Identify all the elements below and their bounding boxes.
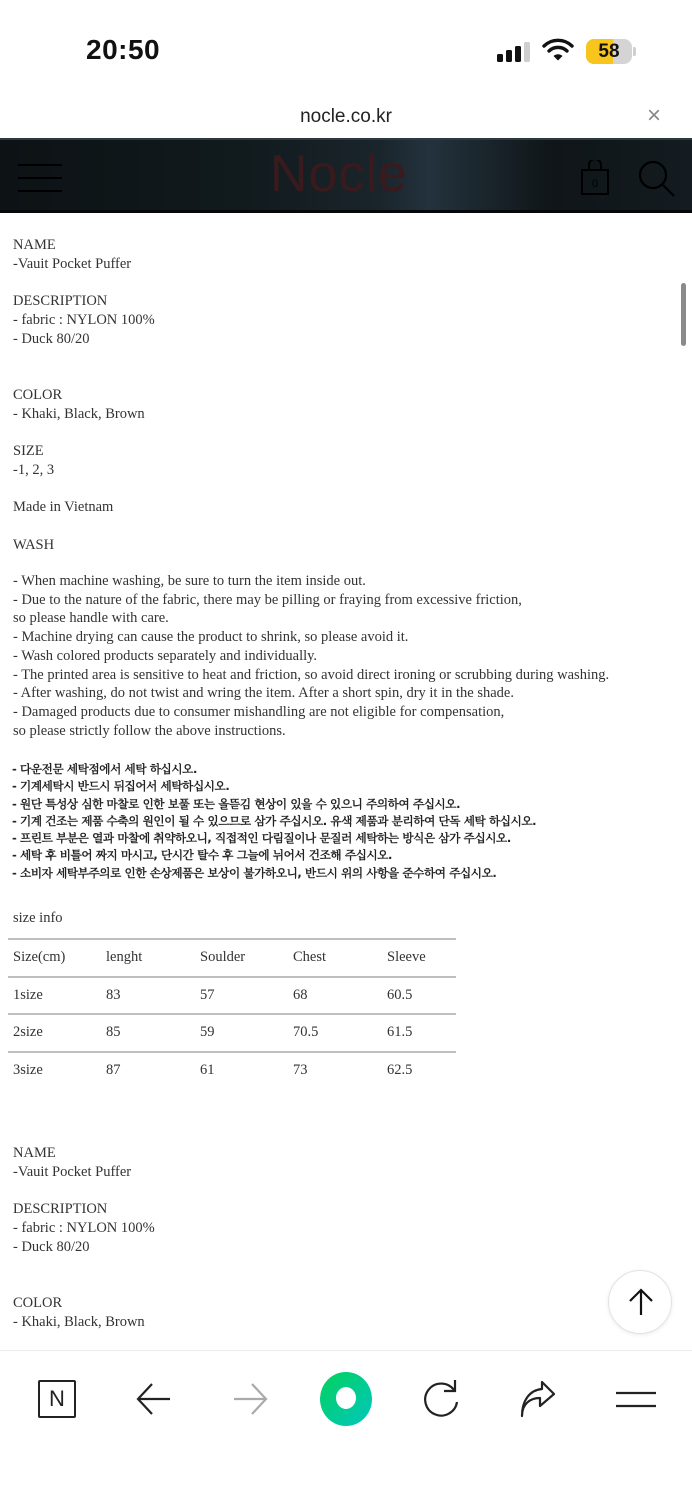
reload-icon[interactable] — [418, 1376, 466, 1424]
column-header: Size(cm) — [13, 949, 66, 966]
wash-line-kr: - 프린트 부분은 열과 마찰에 취약하오니, 직접적인 다림질이나 문질러 세탁하는 방식은 삼가 주십시오. — [12, 831, 511, 846]
product-name: -Vauit Pocket Puffer — [13, 256, 132, 272]
naver-home-button[interactable] — [34, 1376, 82, 1424]
wash-line-kr: - 원단 특성상 심한 마찰로 인한 보풀 또는 올뜯김 현상이 있을 수 있으니 주의하여 주십시오. — [12, 796, 461, 811]
section-heading: COLOR — [13, 1295, 63, 1311]
battery-indicator — [586, 39, 632, 64]
made-in-text: Made in Vietnam — [13, 499, 114, 515]
status-time: 20:50 — [86, 34, 161, 65]
site-header — [0, 138, 692, 213]
table-cell: 70.5 — [293, 1024, 319, 1041]
table-row — [8, 1052, 456, 1090]
description-line: - fabric : NYLON 100% — [13, 1220, 155, 1236]
color-line: - Khaki, Black, Brown — [13, 1314, 145, 1330]
wash-line: so please handle with care. — [13, 610, 169, 627]
table-cell: 60.5 — [387, 986, 413, 1003]
size-info-title: size info — [13, 910, 63, 926]
wash-line: - After washing, do not twist and wring the item. After a short spin, dry it in the shade. — [13, 685, 514, 702]
wash-line: - When machine washing, be sure to turn the item inside out. — [13, 573, 366, 589]
color-section-repeat — [13, 1294, 145, 1332]
naver-n-icon: N — [38, 1380, 76, 1418]
cart-count: 0 — [591, 178, 599, 190]
table-cell: 1size — [13, 986, 43, 1003]
close-icon[interactable]: × — [646, 102, 661, 129]
wifi-icon — [542, 38, 574, 62]
forward-arrow-icon[interactable] — [226, 1376, 274, 1424]
wash-section — [13, 536, 54, 555]
table-cell: 2size — [13, 1024, 43, 1041]
naver-green-dot-icon[interactable] — [320, 1371, 374, 1427]
table-cell: 68 — [293, 986, 308, 1003]
section-heading: WASH — [13, 537, 55, 553]
cellular-signal-icon — [497, 42, 533, 62]
name-section — [13, 236, 131, 274]
table-cell: 61 — [200, 1062, 215, 1079]
size-line: -1, 2, 3 — [13, 462, 55, 478]
origin-section — [13, 498, 113, 517]
wash-line: - The printed area is sensitive to heat and friction, so avoid direct ironing or scrubbing during washing. — [13, 666, 610, 683]
battery-level: 58 — [598, 41, 620, 62]
wash-line: - Wash colored products separately and individually. — [13, 647, 318, 664]
table-cell: 59 — [200, 1024, 215, 1041]
product-name: -Vauit Pocket Puffer — [13, 1164, 132, 1180]
description-line: - fabric : NYLON 100% — [13, 312, 155, 328]
scroll-to-top-button[interactable] — [608, 1270, 672, 1334]
table-row — [8, 977, 456, 1015]
wash-line: so please strictly follow the above instructions. — [13, 722, 286, 739]
description-section — [13, 292, 155, 349]
menu-icon[interactable] — [18, 162, 62, 194]
wash-line-kr: - 기계세탁시 반드시 뒤집어서 세탁하십시오. — [12, 779, 230, 794]
section-heading: SIZE — [13, 443, 44, 459]
wash-line: - Machine drying can cause the product to shrink, so please avoid it. — [13, 629, 409, 646]
wash-line-kr: - 다운전문 세탁점에서 세탁 하십시오. — [12, 762, 197, 776]
url-bar[interactable] — [0, 96, 692, 138]
table-cell: 73 — [293, 1062, 308, 1079]
table-cell: 3size — [13, 1062, 43, 1079]
menu-icon[interactable] — [612, 1376, 660, 1424]
url-text[interactable]: nocle.co.kr — [300, 106, 392, 127]
page-scrollbar[interactable] — [681, 283, 686, 346]
site-logo[interactable]: Nocle — [270, 145, 408, 203]
column-header: Sleeve — [387, 949, 426, 966]
back-arrow-icon[interactable] — [130, 1376, 178, 1424]
column-header: Chest — [293, 949, 327, 966]
table-cell: 61.5 — [387, 1024, 413, 1041]
browser-toolbar — [0, 1350, 692, 1500]
wash-line: - Damaged products due to consumer mishandling are not eligible for compensation, — [13, 703, 505, 720]
wash-line-kr: - 기계 건조는 제품 수축의 원인이 될 수 있으므로 삼가 주십시오. 유색 제품과 분리하여 단독 세탁 하십시오. — [12, 813, 537, 828]
arrow-up-icon — [628, 1287, 654, 1317]
table-cell: 62.5 — [387, 1062, 413, 1079]
color-line: - Khaki, Black, Brown — [13, 406, 145, 422]
size-table — [8, 938, 456, 1089]
table-cell: 57 — [200, 986, 215, 1003]
section-heading: COLOR — [13, 387, 63, 403]
table-cell: 87 — [106, 1062, 121, 1079]
table-cell: 83 — [106, 986, 121, 1003]
product-detail-content — [0, 213, 692, 1350]
table-header-row — [8, 939, 456, 977]
share-icon[interactable] — [514, 1376, 562, 1424]
description-line: - Duck 80/20 — [13, 331, 90, 347]
color-section — [13, 386, 145, 424]
column-header: lenght — [106, 949, 143, 966]
wash-instructions-en — [13, 572, 609, 740]
wash-instructions-kr — [12, 761, 536, 882]
table-cell: 85 — [106, 1024, 121, 1041]
column-header: Soulder — [200, 949, 246, 966]
wash-line: - Due to the nature of the fabric, there may be pilling or fraying from excessive friction, — [13, 591, 522, 608]
size-section — [13, 442, 54, 480]
section-heading: NAME — [13, 1145, 56, 1161]
table-row — [8, 1014, 456, 1052]
wash-line-kr: - 세탁 후 비틀어 짜지 마시고, 단시간 탈수 후 그늘에 뉘어서 건조해 주십시오. — [12, 848, 393, 863]
name-section-repeat — [13, 1144, 131, 1182]
battery-tip — [633, 47, 636, 56]
section-heading: DESCRIPTION — [13, 293, 108, 309]
search-icon[interactable] — [636, 158, 676, 198]
status-bar — [0, 0, 692, 96]
wash-line-kr: - 소비자 세탁부주의로 인한 손상제품은 보상이 불가하오니, 반드시 위의 사항을 준수하여 주십시오. — [12, 865, 497, 880]
section-heading: DESCRIPTION — [13, 1201, 108, 1217]
section-heading: NAME — [13, 237, 56, 253]
description-line: - Duck 80/20 — [13, 1239, 90, 1255]
shopping-bag-icon[interactable] — [580, 160, 610, 196]
description-section-repeat — [13, 1200, 155, 1257]
